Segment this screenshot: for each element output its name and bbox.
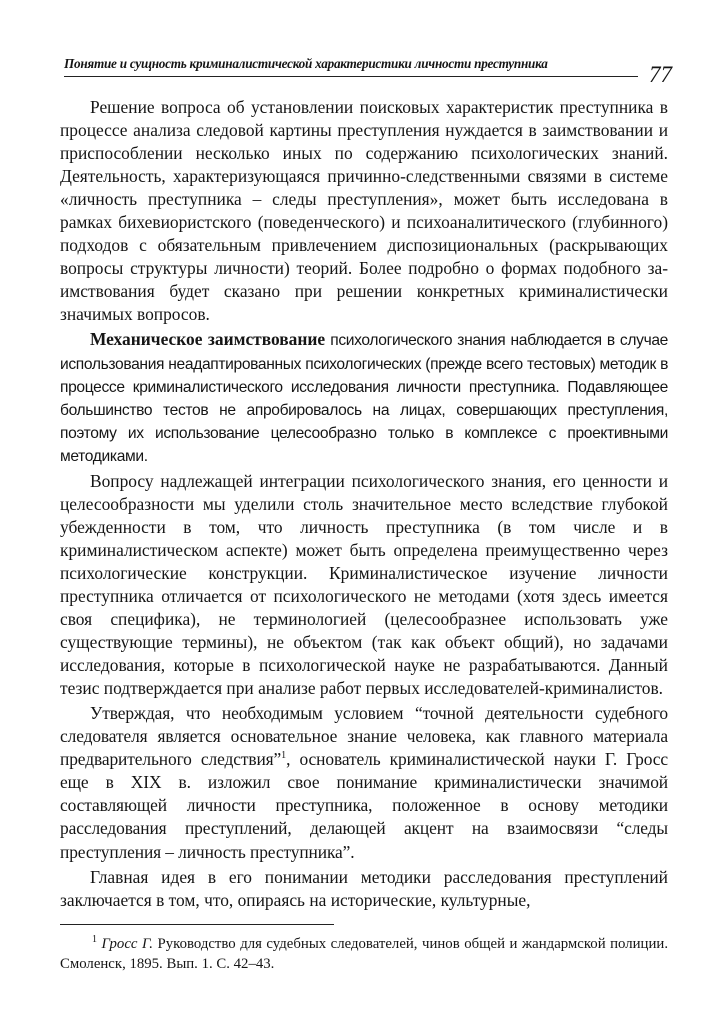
page-header: [64, 54, 672, 87]
footnote-reference: 1: [281, 750, 287, 762]
footnote-author: Гросс Г.: [101, 936, 153, 952]
footnote: [60, 934, 668, 974]
paragraph-1: Решение вопроса об установлении поисковых характеристик преступника в процессе анализа следовой картины преступления нуждается в заимствовании и приспособлении несколько иных по содержанию психологических знаний. Деятельность, характеризующаяся причинно-следственными связями в системе «личность преступника – следы преступления», может быть исследована в рамках бихевиористского (поведенческого) и психоаналитического (глубинного) подходов с обязательным привлечением диспозициональных (раскрывающих вопросы структуры личности) теорий. Более подробно о формах подобного заимствования будет сказано при решении конкретных криминалистически значимых вопросов.: [60, 97, 668, 325]
paragraph-3: Вопросу надлежащей интеграции психологического знания, его ценности и целесообразности мы уделили столь значительное место вследствие глубокой убежденности в том, что личность преступника (в том числе и в криминалистическом аспекте) может быть определена преимущественно через психологические конструкции. Криминалистическое изучение личности преступника отличается от психологического не методами (хотя здесь имеется своя специфика), не терминологией (целесообразнее использовать уже существующие термины), не объектом (так как объект общий), но задачами исследования, которые в психологической науке не разрабатываются. Данный тезис подтверждается при анализе работ первых исследователей-криминалистов.: [60, 470, 668, 699]
paragraph-2-text: психологического знания наблюдается в случае использования неадаптированных психологических (прежде всего тестовых) методик в процессе криминалистического исследования личности преступника. Подавляющее большинство тестов не апробировалось на лицах, совершающих преступления, поэтому их использование целесообразно только в комплексе с проективными методиками.: [60, 332, 668, 465]
footnote-rule: [60, 924, 334, 925]
footnote-text: Руководство для судебных следователей, чинов общей и жандармской полиции. Смоленск, 1895. Вып. 1. С. 42–43.: [60, 936, 669, 972]
paragraph-4-text-a: Утверждая, что необходимым условием “точной деятельности судебного следователя является основательное знание человека, как главного материала предварительного следствия”: [60, 703, 668, 770]
paragraph-4: [60, 702, 668, 863]
paragraph-2: [60, 328, 668, 467]
header-rule: [64, 76, 638, 77]
paragraph-2-lead-term: Механическое заимствование: [90, 329, 326, 350]
footnote-mark: 1: [92, 934, 97, 945]
paragraph-4-text-b: , основатель криминалистической науки Г. Гросс еще в XIX в. изложил свое понимание криминалистически значимой составляющей личности преступника, положенное в основу методики расследования преступлений, делающей акцент на взаимосвязи “следы преступления – личность преступника”.: [60, 749, 668, 862]
main-text: [60, 96, 668, 914]
page-number: 77: [649, 62, 672, 87]
running-title: Понятие и сущность криминалистической характеристики личности преступника: [64, 56, 548, 71]
paragraph-5: Главная идея в его понимании методики расследования преступлений заключается в том, что, опираясь на исторические, культурные,: [60, 866, 668, 910]
